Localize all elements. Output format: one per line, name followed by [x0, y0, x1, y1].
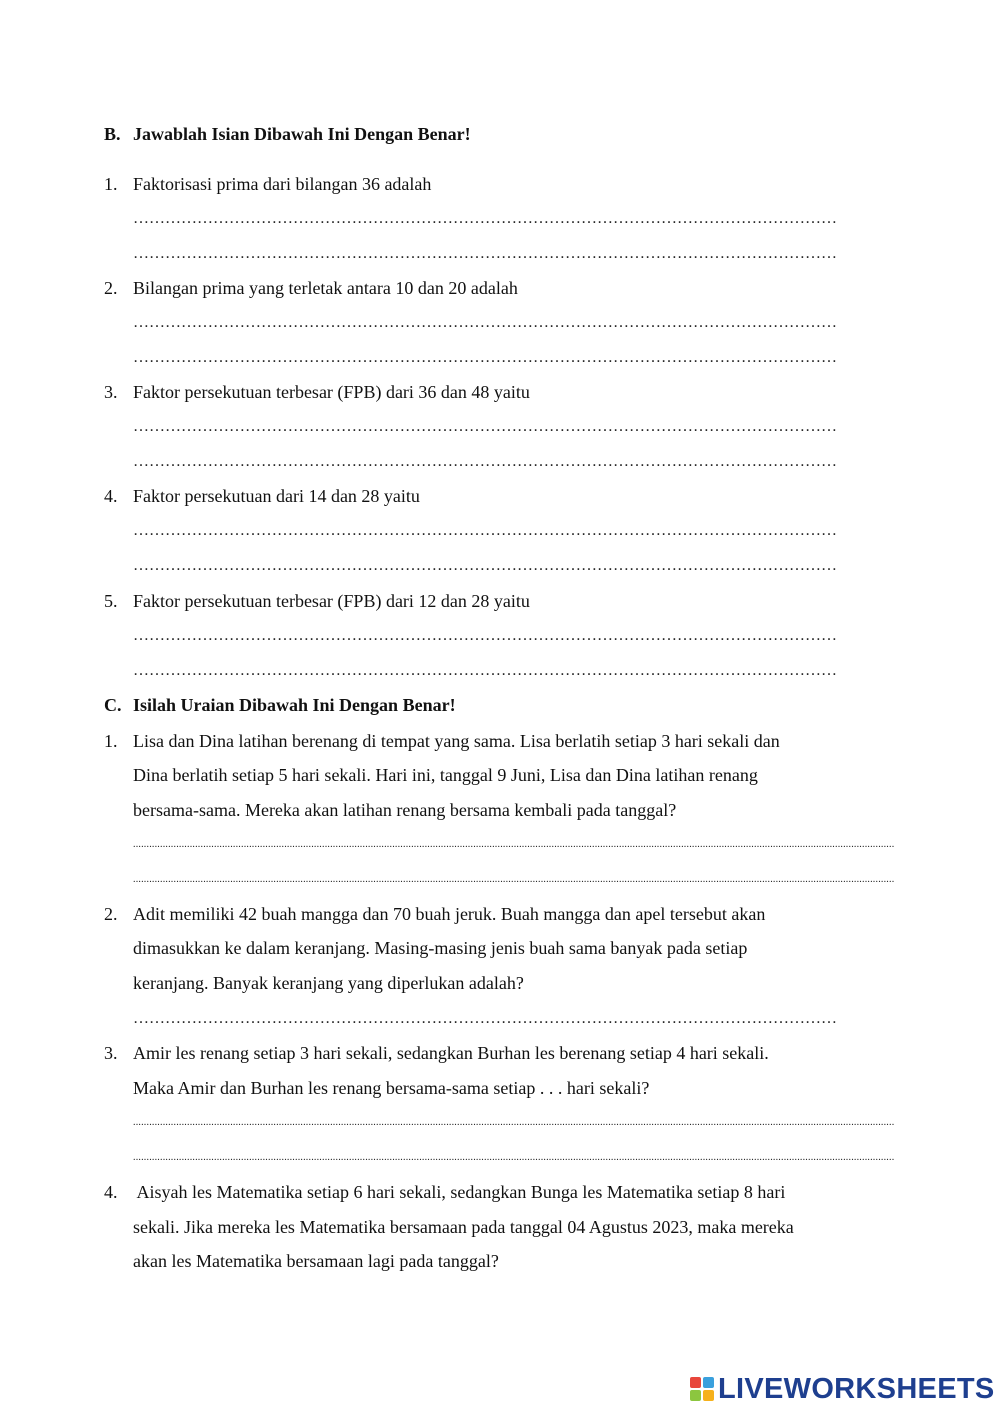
question-b1-text: Faktorisasi prima dari bilangan 36 adalah: [133, 174, 432, 194]
answer-line[interactable]: ……………………………………………………………………………………………………………………: [133, 627, 837, 644]
answer-line[interactable]: ……………………………………………………………………………………………………………………: [133, 522, 837, 539]
question-c2-line: dimasukkan ke dalam keranjang. Masing-masing jenis buah sama banyak pada setiap: [133, 938, 748, 958]
logo-square-icon: [703, 1390, 714, 1401]
answer-line[interactable]: ……………………………………………………………………………………………………………………: [133, 418, 837, 435]
answer-line[interactable]: ..........................................................................................................................................................................................................................................................................................: [133, 1152, 895, 1163]
question-c4-line: akan les Matematika bersamaan lagi pada tanggal?: [133, 1251, 499, 1271]
question-c1-line: bersama-sama. Mereka akan latihan renang bersama kembali pada tanggal?: [133, 800, 677, 820]
question-b3-text: Faktor persekutuan terbesar (FPB) dari 36 dan 48 yaitu: [133, 382, 530, 402]
liveworksheets-logo-icon: [690, 1377, 714, 1401]
question-c3-line: Maka Amir dan Burhan les renang bersama-sama setiap . . . hari sekali?: [133, 1078, 650, 1098]
answer-line[interactable]: ……………………………………………………………………………………………………………………: [133, 453, 837, 470]
logo-square-icon: [690, 1377, 701, 1388]
question-c3-number: 3.: [104, 1043, 118, 1063]
question-b1-number: 1.: [104, 174, 118, 194]
question-c3-line: Amir les renang setiap 3 hari sekali, sedangkan Burhan les berenang setiap 4 hari sekali.: [133, 1043, 769, 1063]
question-b3-number: 3.: [104, 382, 118, 402]
question-c4-number: 4.: [104, 1182, 118, 1202]
logo-text: LIVEWORKSHEETS: [718, 1372, 995, 1405]
section-b-number: B.: [104, 124, 121, 144]
question-c1-number: 1.: [104, 731, 118, 751]
question-c4-line: sekali. Jika mereka les Matematika bersamaan pada tanggal 04 Agustus 2023, maka mereka: [133, 1217, 794, 1237]
question-c1-line: Dina berlatih setiap 5 hari sekali. Hari ini, tanggal 9 Juni, Lisa dan Dina latihan renang: [133, 765, 758, 785]
question-c2-number: 2.: [104, 904, 118, 924]
answer-line[interactable]: ……………………………………………………………………………………………………………………: [133, 1010, 837, 1027]
answer-line[interactable]: ……………………………………………………………………………………………………………………: [133, 349, 837, 366]
liveworksheets-logo: [690, 1374, 995, 1404]
question-b5-text: Faktor persekutuan terbesar (FPB) dari 12 dan 28 yaitu: [133, 591, 530, 611]
section-c-heading: Isilah Uraian Dibawah Ini Dengan Benar!: [133, 695, 456, 715]
question-b4-text: Faktor persekutuan dari 14 dan 28 yaitu: [133, 486, 420, 506]
section-b-heading: Jawablah Isian Dibawah Ini Dengan Benar!: [133, 124, 471, 144]
answer-line[interactable]: ..........................................................................................................................................................................................................................................................................................: [133, 839, 895, 850]
section-c-number: C.: [104, 695, 122, 715]
question-c2-line: keranjang. Banyak keranjang yang diperlukan adalah?: [133, 973, 524, 993]
answer-line[interactable]: ..........................................................................................................................................................................................................................................................................................: [133, 874, 895, 885]
logo-square-icon: [690, 1390, 701, 1401]
answer-line[interactable]: ……………………………………………………………………………………………………………………: [133, 557, 837, 574]
answer-line[interactable]: ..........................................................................................................................................................................................................................................................................................: [133, 1117, 895, 1128]
answer-line[interactable]: ……………………………………………………………………………………………………………………: [133, 210, 837, 227]
question-c1-line: Lisa dan Dina latihan berenang di tempat yang sama. Lisa berlatih setiap 3 hari sekali dan: [133, 731, 780, 751]
question-c4-line: Aisyah les Matematika setiap 6 hari sekali, sedangkan Bunga les Matematika setiap 8 hari: [133, 1182, 786, 1202]
question-b4-number: 4.: [104, 486, 118, 506]
question-b2-number: 2.: [104, 278, 118, 298]
question-c2-line: Adit memiliki 42 buah mangga dan 70 buah jeruk. Buah mangga dan apel tersebut akan: [133, 904, 766, 924]
answer-line[interactable]: ……………………………………………………………………………………………………………………: [133, 245, 837, 262]
question-b2-text: Bilangan prima yang terletak antara 10 dan 20 adalah: [133, 278, 518, 298]
answer-line[interactable]: ……………………………………………………………………………………………………………………: [133, 314, 837, 331]
answer-line[interactable]: ……………………………………………………………………………………………………………………: [133, 662, 837, 679]
question-b5-number: 5.: [104, 591, 118, 611]
logo-square-icon: [703, 1377, 714, 1388]
